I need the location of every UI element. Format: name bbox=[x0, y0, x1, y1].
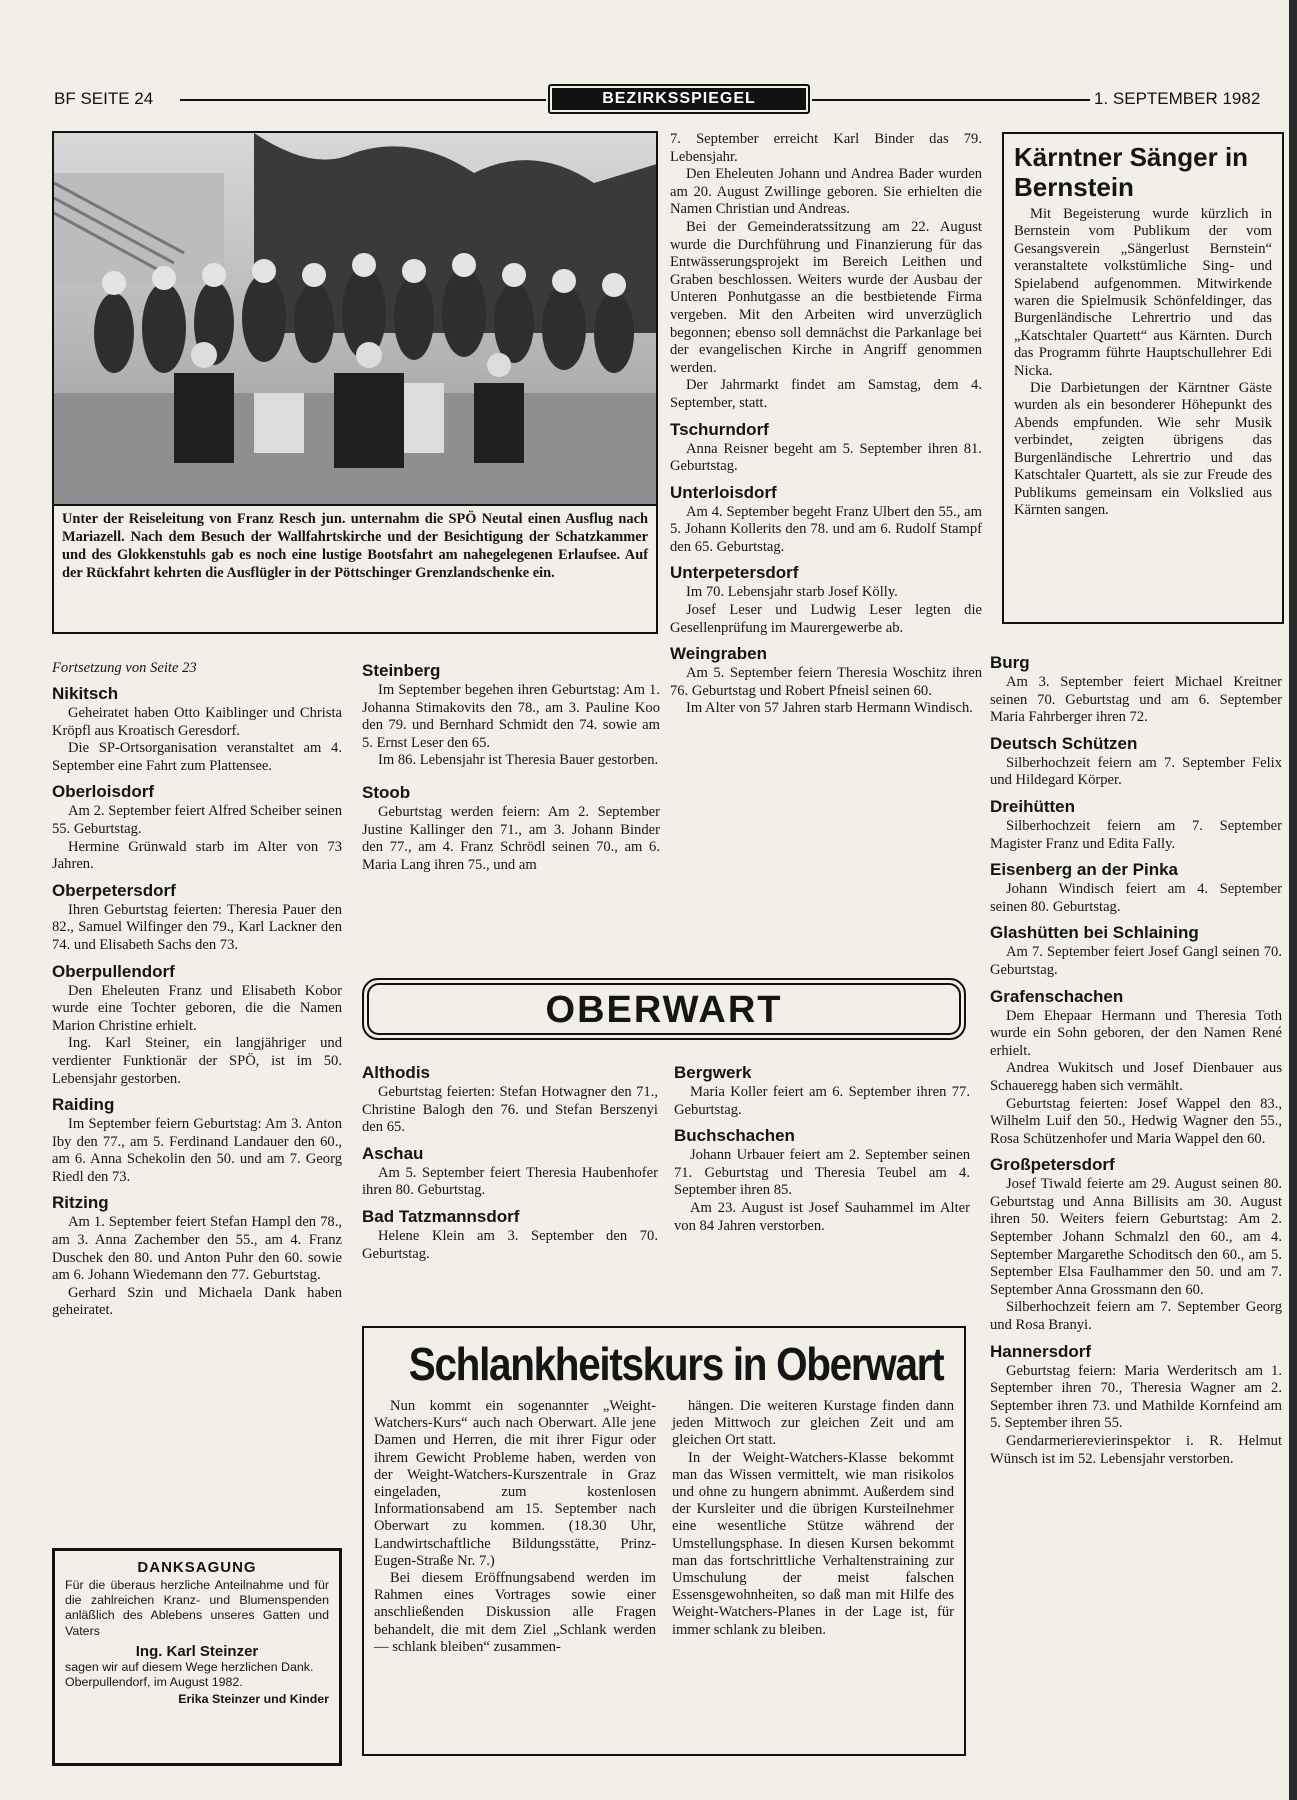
article-schlankheitskurs bbox=[362, 1326, 966, 1756]
section-heading: Eisenberg an der Pinka bbox=[990, 860, 1179, 880]
paragraph: hängen. Die weiteren Kurstage finden dann jeden Mittwoch zur gleichen Zeit und am gleichen Ort statt. bbox=[672, 1398, 954, 1449]
paragraph: In der Weight-Watchers-Klasse bekommt man das Wissen vermittelt, wie man risikolos und ohne zu hungern abnimmt. Außerdem sind der Kursleiter und die übrigen Kursteilnehmer eine wesentliche Stütze während der Umstellungsphase. In diesen Kursen bekommt man das fortschrittliche Verhaltenstraining zur Umschulung der meist falschen Essensgewohnheiten, so daß man mit Hilfe des Weight-Watchers-Planes in der Lage ist, für immer schlank zu bleiben. bbox=[672, 1449, 954, 1638]
paragraph: Am 4. September begeht Franz Ulbert den 55., am 5. Johann Kollerits den 78. und am 6. Rudolf Stampf den 65. Geburtstag. bbox=[670, 503, 982, 555]
article-title: Schlankheitskurs in Oberwart bbox=[408, 1338, 944, 1390]
group-photo bbox=[52, 131, 658, 506]
paragraph: Im 70. Lebensjahr starb Josef Kölly. bbox=[686, 584, 898, 601]
section-heading: Aschau bbox=[362, 1143, 424, 1163]
section-heading: Burg bbox=[990, 653, 1030, 672]
paragraph: Gendarmerierevierinspektor i. R. Helmut Wünsch ist im 52. Lebensjahr verstorben. bbox=[990, 1433, 1282, 1467]
paragraph: Am 1. September feiert Stefan Hampl den 78., am 3. Anna Zachember den 55., am 4. Franz Duschek den 80. und Anton Puhr den 60. sowie am 6. Johann Wiedemann den 77. Geburtstag. bbox=[52, 1214, 342, 1284]
column-1 bbox=[52, 660, 342, 1320]
paragraph: Nun kommt ein sogenannter „Weight-Watchers-Kurs“ auch nach Oberwart. Alle jene Damen und Herren, die mit ihrer Figur oder ihrem Gewicht Probleme haben, werden von der Weight-Watchers-Kurszentrale in Graz eingeladen, zum kostenlosen Informationsabend am 15. September nach Oberwart zu kommen. (18.30 Uhr, Landwirtschaftliche Bildungsstätte, Prinz-Eugen-Straße Nr. 7.) bbox=[374, 1398, 656, 1569]
group-photo-image bbox=[54, 133, 658, 506]
paragraph: Am 3. September feiert Michael Kreitner seinen 70. Geburtstag und am 6. September Maria Fahrberger ihren 72. bbox=[990, 674, 1282, 726]
section-heading: Bergwerk bbox=[674, 1063, 752, 1082]
article-column-right bbox=[672, 1398, 954, 1656]
paragraph: Johann Urbauer feiert am 2. September seinen 71. Geburtstag und Theresia Teubel am 4. September ihren 85. bbox=[674, 1147, 970, 1199]
paragraph: Am 2. September feiert Alfred Scheiber seinen 55. Geburtstag. bbox=[52, 803, 342, 837]
section-heading: Oberpetersdorf bbox=[52, 880, 176, 900]
notice-thanks: sagen wir auf diesem Wege herzlichen Dank. bbox=[65, 1659, 314, 1674]
section-heading: Raiding bbox=[52, 1095, 115, 1115]
paragraph: Maria Koller feiert am 6. September ihren 77. Geburtstag. bbox=[674, 1084, 970, 1118]
paragraph: Gerhard Szin und Michaela Dank haben geheiratet. bbox=[52, 1284, 342, 1319]
paragraph: Am 23. August ist Josef Sauhammel im Alter von 84 Jahren verstorben. bbox=[674, 1199, 970, 1234]
section-heading: Althodis bbox=[362, 1063, 430, 1082]
article-kaerntner-saenger bbox=[1002, 132, 1284, 624]
paragraph: Mit Begeisterung wurde kürzlich in Bernstein vom Publikum der vom Gesangsverein „Sängerlust Bernstein“ veranstaltete volkstümliche Sing- und Spielabend aufgenommen. Mitwirkende waren die Spielmusik Schönfeldinger, das Burgenländische Lehrertrio und das „Katschtaler Quartett“ aus Kärnten. Durch das Programm führte Hauptschullehrer Edi Nicka. bbox=[1014, 206, 1272, 379]
paragraph: Josef Tiwald feierte am 29. August seinen 80. Geburtstag und Anna Billisits am 30. August ihren 50. Weiters feiern Geburtstag: Am 2. September Johann Schmalzl den 60., am 4. September Margarethe Schoditsch den 60., am 5. September Elsa Faulhammer den 50. und am 7. September Anna Grossmann den 60. bbox=[990, 1176, 1282, 1298]
section-heading: Nikitsch bbox=[52, 684, 119, 703]
paragraph: Silberhochzeit feiern am 7. September Georg und Rosa Branyi. bbox=[990, 1299, 1282, 1334]
paragraph: Geburtstag werden feiern: Am 2. September Justine Kallinger den 71., am 3. Johann Binder den 77., am 4. Franz Schrödl seinen 70., am 6. Maria Lang ihren 75., und am bbox=[362, 803, 660, 873]
paragraph: Silberhochzeit feiern am 7. September Felix und Hildegard Körper. bbox=[990, 754, 1282, 789]
paragraph: Am 5. September feiern Theresia Woschitz ihren 76. Geburtstag und Robert Pfneisl seinen 60. bbox=[670, 665, 982, 699]
paragraph: Hermine Grünwald starb im Alter von 73 Jahren. bbox=[52, 838, 342, 873]
article-column-left bbox=[374, 1398, 656, 1656]
notice-name: Ing. Karl Steinzer bbox=[135, 1642, 259, 1660]
column-3-top bbox=[670, 131, 982, 718]
header-rule-left bbox=[180, 99, 546, 101]
paragraph: Bei diesem Eröffnungsabend werden im Rahmen eines Vortrages sowie einer anschließenden Diskussion alle Fragen behandelt, die mit dem Ziel „Schlank werden — schlank bleiben“ zusammen- bbox=[374, 1570, 656, 1655]
article-title: Kärntner Sänger in Bernstein bbox=[1014, 142, 1249, 202]
paragraph: 7. September erreicht Karl Binder das 79. Lebensjahr. bbox=[670, 131, 982, 165]
section-heading: Unterpetersdorf bbox=[670, 563, 799, 583]
paragraph: Geburtstag feierten: Stefan Hotwagner den 71., Christine Balogh den 76. und Stefan Berszenyi den 65. bbox=[362, 1084, 658, 1136]
paragraph: Geburtstag feierten: Josef Wappel den 83., Wilhelm Luif den 50., Hedwig Wagner den 55., Rosa Schützenhofer und Maria Wappel den 60. bbox=[990, 1095, 1282, 1147]
section-heading: Weingraben bbox=[670, 644, 767, 664]
paragraph: Am 7. September feiert Josef Gangl seinen 70. Geburtstag. bbox=[990, 944, 1282, 978]
paragraph: Andrea Wukitsch und Josef Dienbauer aus Schaueregg haben sich vermählt. bbox=[990, 1060, 1282, 1094]
paragraph: Helene Klein am 3. September den 70. Geburtstag. bbox=[362, 1227, 658, 1262]
paragraph: Der Jahrmarkt findet am Samstag, dem 4. September, statt. bbox=[670, 377, 982, 411]
paragraph: Geheiratet haben Otto Kaiblinger und Christa Kröpfl aus Kroatisch Geresdorf. bbox=[52, 705, 342, 739]
paragraph: Ing. Karl Steiner, ein langjähriger und verdienter Funktionär der SPÖ, ist im 50. Lebensjahr gestorben. bbox=[52, 1035, 342, 1087]
section-heading: Buchschachen bbox=[674, 1126, 795, 1146]
paragraph: Im September feiern Geburtstag: Am 3. Anton Iby den 77., am 5. Ferdinand Landauer den 60., am 6. Anna Schekolin den 50. und am 7. Georg Riedl den 73. bbox=[52, 1116, 342, 1185]
paragraph: Die Darbietungen der Kärntner Gäste wurden als ein besonderer Höhepunkt des Abends empfunden. Wie sehr Musik verbindet, zeigten übrigens das Burgenländische Lehrertrio und das Katschtaler Quartett, als sie zur Freude des Publikums gemeinsam ein Volkslied aus Kärnten sangen. bbox=[1014, 380, 1272, 518]
section-badge bbox=[548, 84, 810, 114]
header-rule-right bbox=[812, 99, 1090, 101]
section-heading: Deutsch Schützen bbox=[990, 733, 1138, 753]
section-title: BEZIRKSSPIEGEL bbox=[552, 88, 806, 110]
section-heading: Steinberg bbox=[362, 661, 441, 680]
section-heading: Bad Tatzmannsdorf bbox=[362, 1206, 520, 1226]
paragraph: Dem Ehepaar Hermann und Theresia Toth wurde ein Sohn geboren, der den Namen René erhielt. bbox=[990, 1007, 1282, 1059]
section-heading: Ritzing bbox=[52, 1193, 109, 1213]
paragraph: Josef Leser und Ludwig Leser legten die Gesellenprüfung im Maurergewerbe ab. bbox=[670, 602, 982, 636]
continuation-note: Fortsetzung von Seite 23 bbox=[52, 660, 197, 676]
oberwart-banner bbox=[362, 978, 966, 1040]
danksagung-notice bbox=[52, 1548, 342, 1766]
section-heading: Tschurndorf bbox=[670, 419, 769, 439]
paragraph: Anna Reisner begeht am 5. September ihren 81. Geburtstag. bbox=[670, 440, 982, 475]
notice-title: DANKSAGUNG bbox=[137, 1559, 257, 1576]
paragraph: Den Eheleuten Franz und Elisabeth Kobor wurde eine Tochter geboren, die die Namen Marion Christine erhielt. bbox=[52, 982, 342, 1034]
oberwart-left-column bbox=[362, 1062, 658, 1263]
section-heading: Großpetersdorf bbox=[990, 1155, 1115, 1175]
section-heading: Dreihütten bbox=[990, 796, 1075, 816]
notice-place: Oberpullendorf, im August 1982. bbox=[65, 1675, 243, 1690]
section-heading: Stoob bbox=[362, 782, 411, 802]
paragraph: Die SP-Ortsorganisation veranstaltet am 4. September eine Fahrt zum Plattensee. bbox=[52, 740, 342, 774]
oberwart-right-column bbox=[674, 1062, 970, 1235]
section-heading: Oberpullendorf bbox=[52, 961, 175, 981]
paragraph: Bei der Gemeinderatssitzung am 22. August wurde die Durchführung und Finanzierung für das Entwässerungsprojekt im Bereich Leithen und Graben beschlossen. Weiters wurde der Ausbau der Unteren Ponhutgasse an die bestbietende Firma vergeben. Mit den Arbeiten wird unverzüglich begonnen; ebenso soll demnächst die Parkanlage bei der evangelischen Kirche in Angriff genommen werden. bbox=[670, 218, 982, 376]
section-heading: Unterloisdorf bbox=[670, 482, 777, 502]
issue-date: 1. SEPTEMBER 1982 bbox=[1094, 89, 1261, 108]
paragraph: Im Alter von 57 Jahren starb Hermann Windisch. bbox=[686, 700, 973, 717]
paragraph: Geburtstag feiern: Maria Werderitsch am 1. September ihren 70., Theresia Wagner am 2. September ihren 73. und Mathilde Kornfeind am 5. September ihren 55. bbox=[990, 1362, 1282, 1432]
paragraph: Im 86. Lebensjahr ist Theresia Bauer gestorben. bbox=[378, 752, 659, 769]
photo-caption: Unter der Reiseleitung von Franz Resch jun. unternahm die SPÖ Neutal einen Ausflug nach Mariazell. Nach dem Besuch der Wallfahrtskirche und der Besichtigung der Schatzkammer und des Glokkenstuhls gab es noch eine lustige Bootsfahrt am nahegelegenen Erlaufsee. Auf der Rückfahrt kehrten die Ausflügler in der Pöttschinger Grenzlandschenke ein. bbox=[52, 506, 658, 634]
paragraph: Den Eheleuten Johann und Andrea Bader wurden am 20. August Zwillinge geboren. Sie erhielten die Namen Christian und Andreas. bbox=[670, 166, 982, 218]
column-2 bbox=[362, 660, 660, 874]
paragraph: Im September begehen ihren Geburtstag: Am 1. Johanna Stimakovits den 78., am 3. Pauline Koo den 79. und Bernhard Schmidt den 74. sowie am 5. Ernst Leser den 65. bbox=[362, 682, 660, 751]
section-heading: Hannersdorf bbox=[990, 1341, 1092, 1361]
page-edge-shadow bbox=[1289, 0, 1297, 1800]
oberwart-title: OBERWART bbox=[367, 983, 961, 1035]
notice-body: Für die überaus herzliche Anteilnahme und für die zahlreichen Kranz- und Blumenspenden anläßlich des Ablebens unseres Gatten und Vaters bbox=[65, 1578, 329, 1638]
paragraph: Silberhochzeit feiern am 7. September Magister Franz und Edita Fally. bbox=[990, 817, 1282, 852]
paragraph: Am 5. September feiert Theresia Haubenhofer ihren 80. Geburtstag. bbox=[362, 1164, 658, 1199]
section-heading: Oberloisdorf bbox=[52, 782, 155, 802]
paragraph: Ihren Geburtstag feierten: Theresia Pauer den 82., Samuel Wilfinger den 79., Karl Lackner den 74. und Elisabeth Sachs den 73. bbox=[52, 901, 342, 953]
page-label: BF SEITE 24 bbox=[54, 89, 154, 108]
column-4 bbox=[990, 652, 1282, 1468]
section-heading: Grafenschachen bbox=[990, 986, 1124, 1006]
notice-signature: Erika Steinzer und Kinder bbox=[178, 1692, 329, 1707]
section-heading: Glashütten bei Schlaining bbox=[990, 923, 1199, 943]
paragraph: Johann Windisch feiert am 4. September seinen 80. Geburtstag. bbox=[990, 881, 1282, 915]
